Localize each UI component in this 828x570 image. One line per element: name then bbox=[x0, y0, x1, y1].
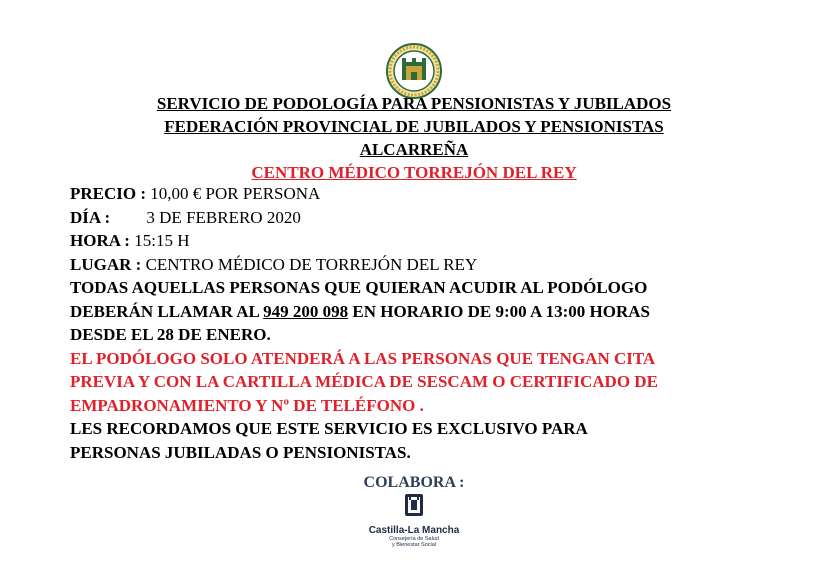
location-title: CENTRO MÉDICO TORREJÓN DEL REY bbox=[251, 163, 577, 182]
org-sub-2: y Bienestar Social bbox=[391, 542, 437, 548]
castilla-la-mancha-logo bbox=[358, 492, 470, 556]
org-sub-1: Consejería de Salud bbox=[389, 536, 439, 542]
price-value: 10,00 € POR PERSONA bbox=[150, 184, 321, 203]
crest-icon bbox=[401, 492, 427, 518]
warning-line-3: EMPADRONAMIENTO Y Nº DE TELÉFONO . bbox=[70, 395, 424, 415]
colabora-label: COLABORA : bbox=[363, 474, 465, 491]
date-value: 3 DE FEBRERO 2020 bbox=[146, 207, 301, 227]
phone-number: 949 200 098 bbox=[263, 301, 349, 321]
time-label: HORA : bbox=[70, 231, 130, 250]
price-label: PRECIO : bbox=[70, 184, 147, 203]
place-value: CENTRO MÉDICO DE TORREJÓN DEL REY bbox=[145, 254, 478, 274]
notice-line-1: TODAS AQUELLAS PERSONAS QUE QUIERAN ACUDIR AL PODÓLOGO bbox=[70, 278, 648, 297]
warning-line-1: EL PODÓLOGO SOLO ATENDERÁ A LAS PERSONAS QUE TENGAN CITA bbox=[70, 348, 656, 368]
date-label: DÍA : bbox=[70, 207, 111, 227]
org-name: Castilla-La Mancha bbox=[368, 525, 460, 536]
reminder-line-1: LES RECORDAMOS QUE ESTE SERVICIO ES EXCLUSIVO PARA bbox=[70, 419, 588, 438]
time-line bbox=[70, 229, 770, 253]
service-title: SERVICIO DE PODOLOGÍA PARA PENSIONISTAS Y JUBILADOS bbox=[156, 94, 672, 113]
notice-line-2 bbox=[70, 300, 770, 324]
notice-hours-text: EN HORARIO DE 9:00 A 13:00 HORAS bbox=[352, 301, 650, 321]
document-headings bbox=[0, 92, 828, 184]
federation-title: FEDERACIÓN PROVINCIAL DE JUBILADOS Y PENSIONISTAS bbox=[164, 117, 664, 136]
place-label: LUGAR : bbox=[70, 254, 142, 274]
place-line bbox=[70, 253, 770, 277]
time-value: 15:15 H bbox=[134, 231, 190, 250]
federation-title-cont: ALCARREÑA bbox=[359, 140, 469, 159]
notice-call-text: DEBERÁN LLAMAR AL bbox=[70, 301, 259, 321]
warning-line-2: PREVIA Y CON LA CARTILLA MÉDICA DE SESCAM O CERTIFICADO DE bbox=[70, 372, 658, 391]
price-line bbox=[70, 182, 770, 206]
document-body bbox=[70, 182, 770, 464]
reminder-line-2: PERSONAS JUBILADAS O PENSIONISTAS. bbox=[70, 442, 411, 462]
notice-line-3: DESDE EL 28 DE ENERO. bbox=[70, 325, 271, 344]
date-line bbox=[70, 206, 770, 230]
